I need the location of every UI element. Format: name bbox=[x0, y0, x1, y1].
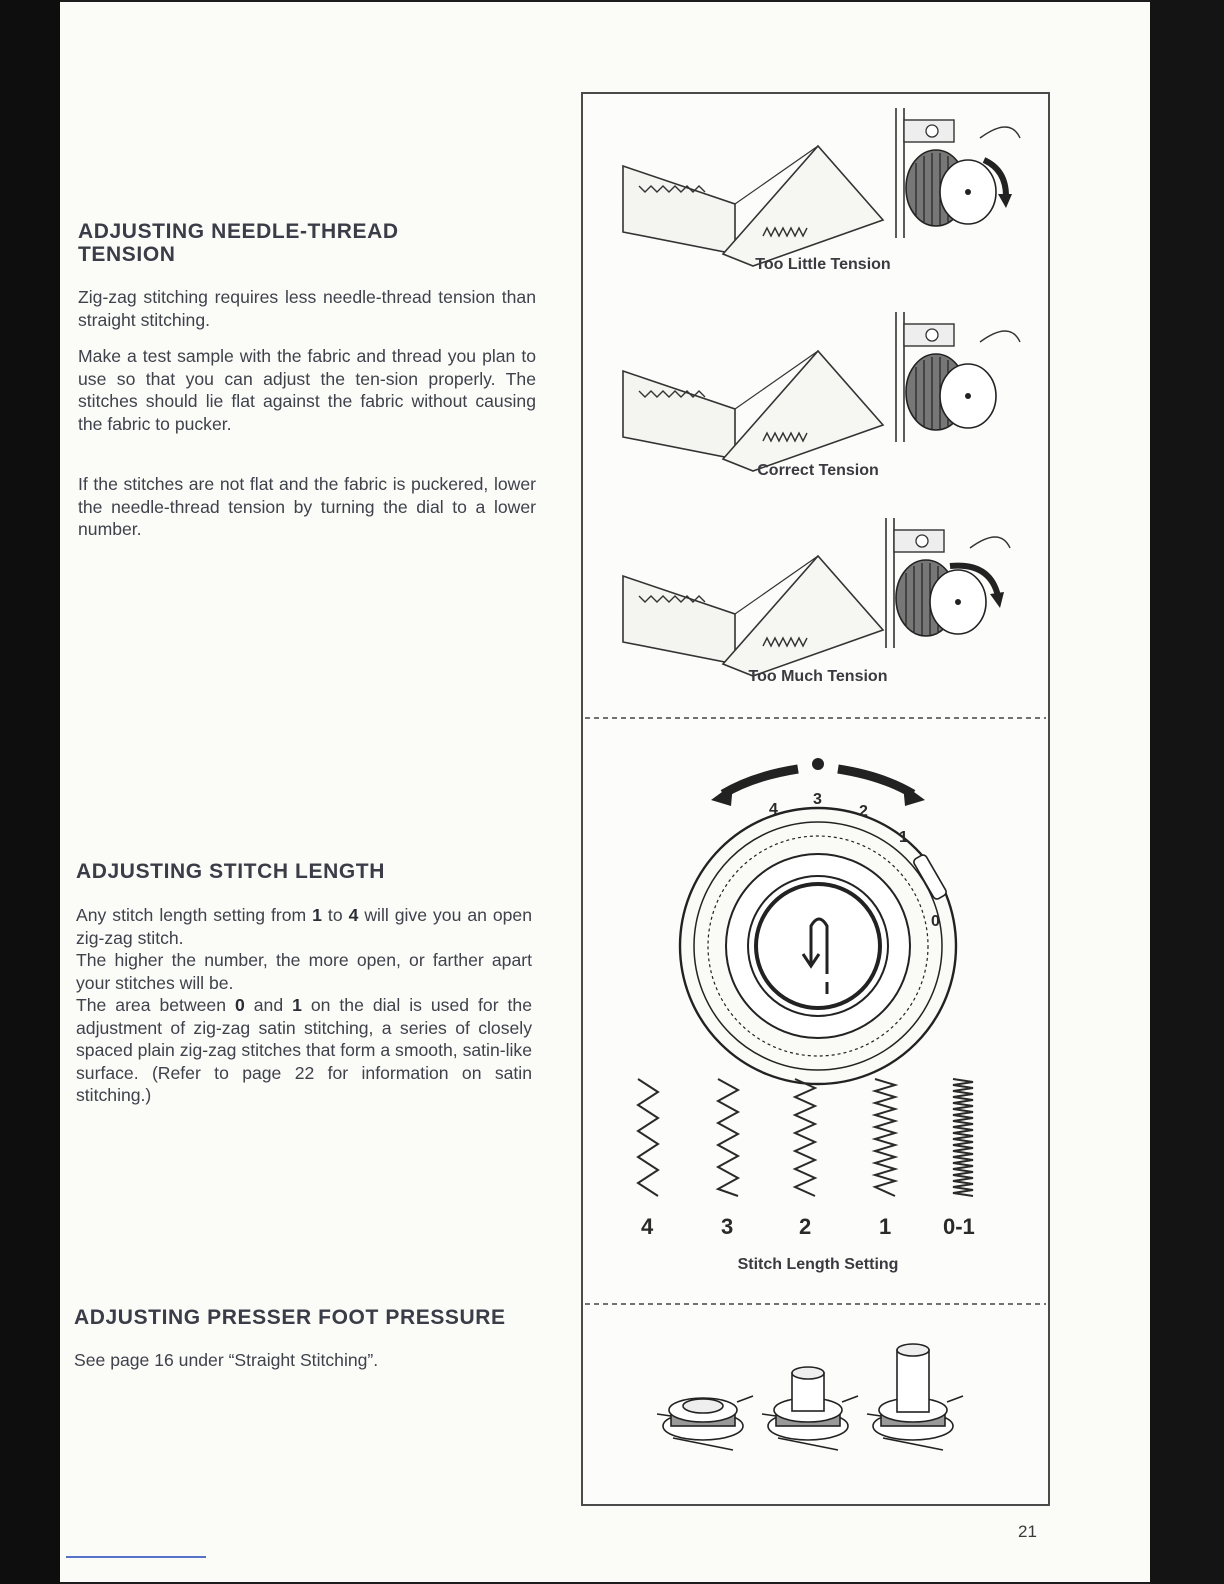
knob-too-much-tension bbox=[886, 518, 1010, 648]
dial-number-3: 3 bbox=[813, 791, 822, 808]
caption-too-much-tension: Too Much Tension bbox=[748, 668, 888, 685]
heading-presser-foot: ADJUSTING PRESSER FOOT PRESSURE bbox=[74, 1306, 506, 1329]
stitch-setting-1: 1 bbox=[879, 1214, 892, 1239]
presser-foot-illustrations bbox=[657, 1344, 963, 1450]
fabric-too-much-tension bbox=[623, 556, 883, 676]
knob-too-little-tension bbox=[896, 108, 1020, 238]
heading-line-2: TENSION bbox=[78, 243, 176, 266]
caption-too-little-tension: Too Little Tension bbox=[755, 256, 891, 273]
blue-underline-mark bbox=[66, 1556, 206, 1558]
stitch-setting-0-1: 0-1 bbox=[943, 1214, 975, 1239]
heading-needle-thread-tension bbox=[78, 220, 399, 266]
knob-correct-tension bbox=[896, 312, 1020, 442]
caption-correct-tension: Correct Tension bbox=[757, 462, 879, 479]
caption-stitch-length-setting: Stitch Length Setting bbox=[737, 1256, 899, 1273]
dial-number-4: 4 bbox=[769, 801, 778, 818]
heading-stitch-length: ADJUSTING STITCH LENGTH bbox=[76, 860, 385, 883]
stitch-length-para-1: Any stitch length setting from 1 to 4 will give you an open zig-zag stitch. bbox=[76, 905, 532, 948]
zigzag-samples bbox=[638, 1079, 973, 1196]
tension-para-3: If the stitches are not flat and the fabric is puckered, lower the needle-thread tension by turning the dial to a lower number. bbox=[78, 474, 536, 539]
page-number: 21 bbox=[1018, 1522, 1037, 1541]
stitch-setting-4: 4 bbox=[641, 1214, 654, 1239]
fabric-correct-tension bbox=[623, 351, 883, 471]
stitch-length-para-2: The higher the number, the more open, or farther apart your stitches will be. bbox=[76, 950, 532, 993]
dial-number-2: 2 bbox=[859, 803, 868, 820]
scan-edge-right bbox=[1150, 0, 1224, 1584]
stitch-setting-3: 3 bbox=[721, 1214, 734, 1239]
presser-foot-text: See page 16 under “Straight Stitching”. bbox=[74, 1350, 379, 1370]
tension-para-1: Zig-zag stitching requires less needle-thread tension than straight stitching. bbox=[78, 287, 536, 330]
stitch-length-para-3: The area between 0 and 1 on the dial is used for the adjustment of zig-zag satin stitching, a series of closely spaced plain zig-zag stitches that form a smooth, satin-like surface. (Refer to page 22 for information on satin stitching.) bbox=[76, 995, 532, 1105]
dial-number-1: 1 bbox=[899, 829, 908, 846]
stitch-setting-2: 2 bbox=[799, 1214, 812, 1239]
dial-number-0: 0 bbox=[931, 913, 940, 930]
illustrations-svg bbox=[583, 94, 1048, 1504]
fabric-too-little-tension bbox=[623, 146, 883, 266]
manual-page bbox=[60, 2, 1150, 1582]
scan-edge-left bbox=[0, 0, 60, 1584]
heading-line-1: ADJUSTING NEEDLE-THREAD bbox=[78, 220, 399, 243]
illustration-panel bbox=[581, 92, 1050, 1506]
tension-para-2: Make a test sample with the fabric and thread you plan to use so that you can adjust the ten-sion properly. The stitches should lie flat against the fabric without causing the fabric to pucker. bbox=[78, 346, 536, 434]
